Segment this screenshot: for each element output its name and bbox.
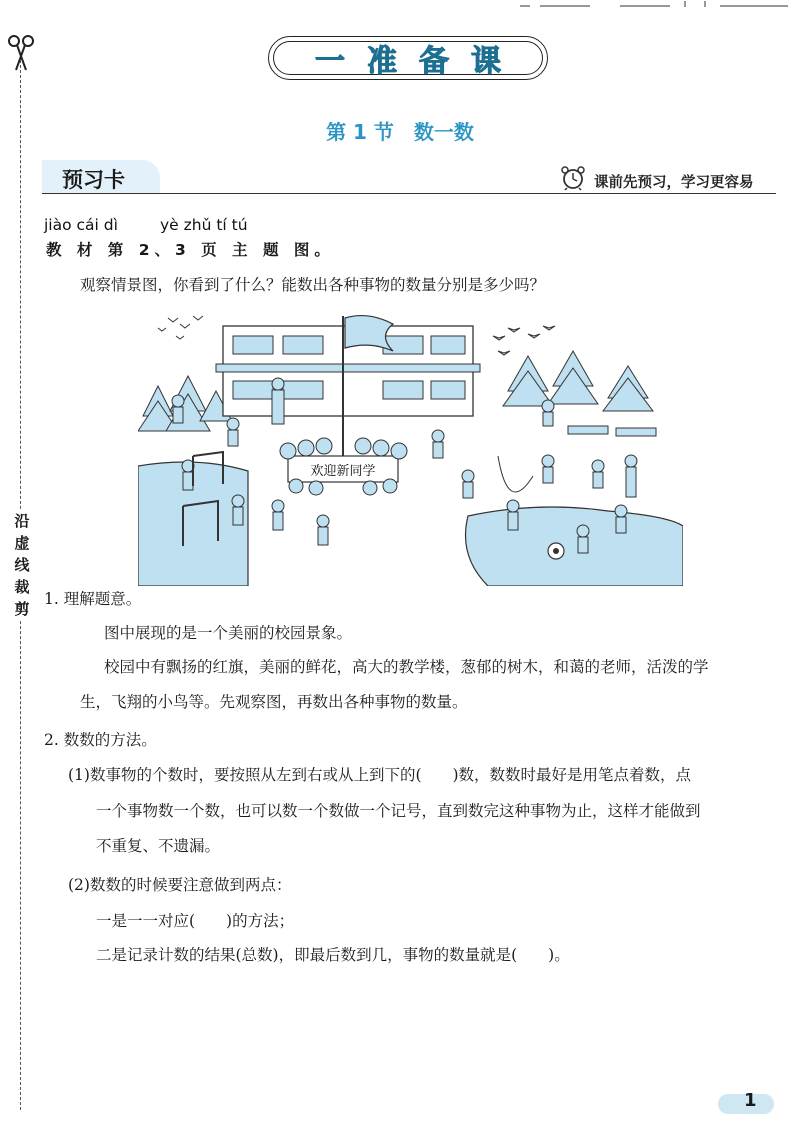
cut-char: 沿 [14, 512, 30, 530]
cut-char: 虚 [14, 534, 30, 552]
page-number: 1 [744, 1090, 757, 1111]
item1-para1: 图中展现的是一个美丽的校园景象。 [104, 624, 353, 642]
textbook-reference: 教 材 第 2、3 页 主 题 图。 [46, 241, 335, 259]
cut-char: 裁 [14, 578, 30, 596]
item2-sub1-line2: 一个事物数一个数，也可以数一个数做一个记号，直到数完这种事物为止，这样才能做到 [96, 802, 701, 820]
section-title: 第 1 节 数一数 [326, 120, 474, 144]
cut-instruction [14, 510, 30, 620]
item2-sub1-line1: (1)数事物的个数时，要按照从左到右或从上到下的( )数，数数时最好是用笔点着数，点 [68, 766, 692, 784]
item1-para2-line2: 生，飞翔的小鸟等。先观察图，再数出各种事物的数量。 [80, 693, 468, 711]
pinyin-theme-picture: yè zhǔ tí tú [160, 216, 248, 234]
scissors-icon [6, 34, 36, 74]
item2-point1: 一是一一对应( )的方法； [96, 912, 295, 930]
preview-card-rule [42, 193, 776, 194]
cut-char: 线 [14, 556, 30, 574]
alarm-clock-icon [560, 165, 586, 191]
welcome-sign: 欢迎新同学 [310, 464, 376, 479]
unit-banner [268, 36, 548, 80]
item2-sub2: (2)数数的时候要注意做到两点： [68, 876, 292, 894]
item1-heading: 1. 理解题意。 [44, 590, 142, 608]
preview-card-tip: 课前先预习，学习更容易 [594, 175, 754, 191]
pinyin-textbook: jiào cái dì [44, 216, 118, 234]
unit-title: 一准备课 [315, 44, 523, 79]
item2-point2: 二是记录计数的结果(总数)，即最后数到几，事物的数量就是( )。 [96, 946, 570, 964]
item1-para2-line1: 校园中有飘扬的红旗，美丽的鲜花，高大的教学楼，葱郁的树木，和蔼的老师，活泼的学 [104, 658, 709, 676]
header-fill-lines [520, 0, 790, 10]
item2-heading: 2. 数数的方法。 [44, 731, 157, 749]
preview-card-label: 预习卡 [62, 168, 125, 192]
campus-scene-illustration [138, 306, 683, 586]
intro-question: 观察情景图，你看到了什么？能数出各种事物的数量分别是多少吗？ [80, 276, 546, 294]
cut-char: 剪 [14, 600, 30, 618]
item2-sub1-line3: 不重复、不遗漏。 [96, 837, 221, 855]
